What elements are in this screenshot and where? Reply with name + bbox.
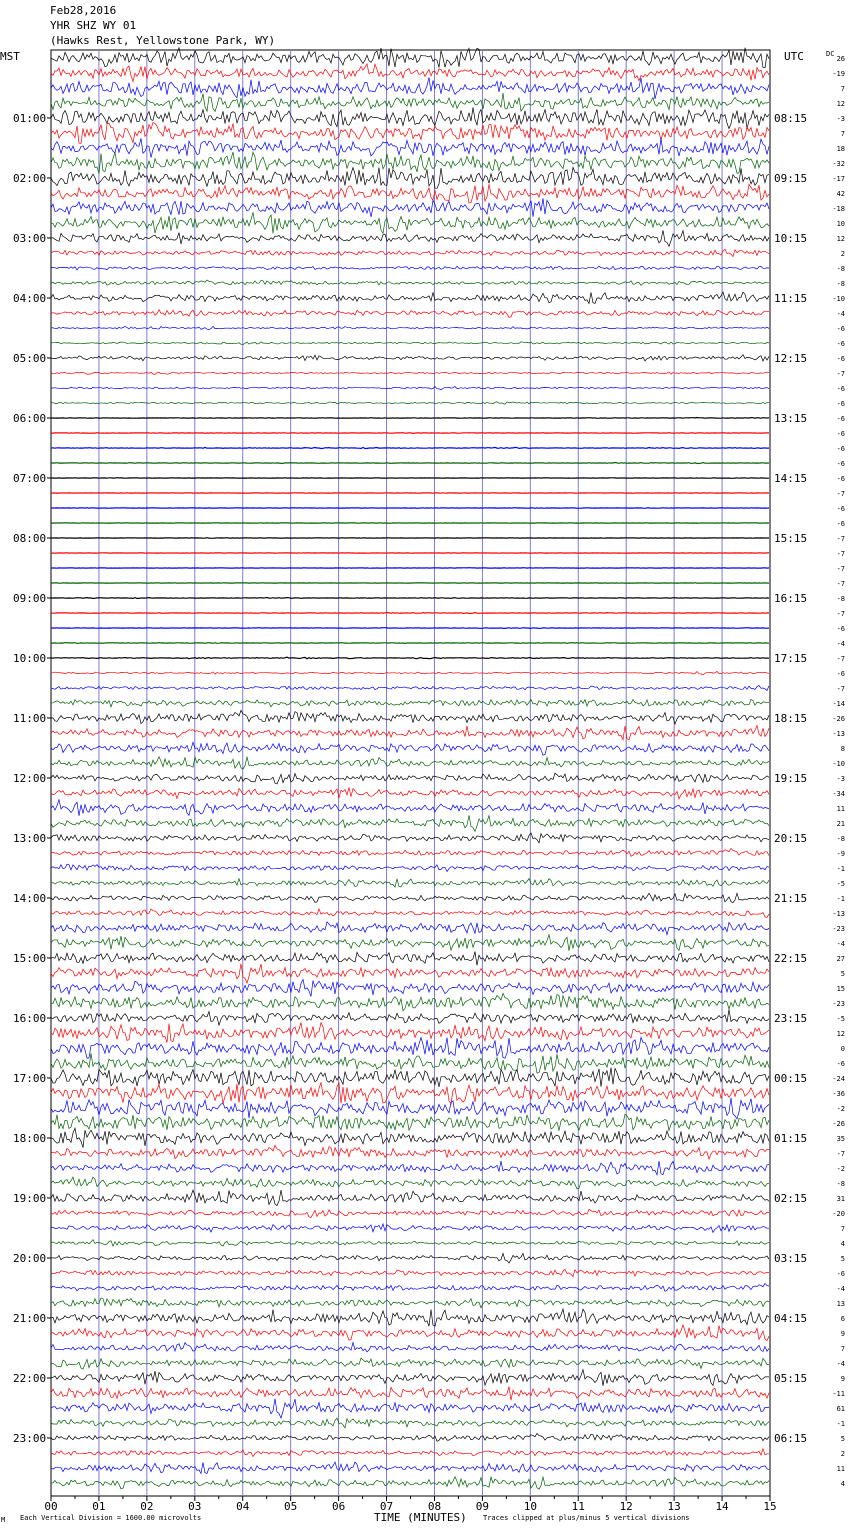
trace-row	[51, 1358, 769, 1369]
trace-row	[51, 643, 769, 644]
dc-offset-value: -4	[836, 640, 845, 648]
dc-offset-value: 26	[836, 55, 845, 63]
trace-row	[51, 402, 769, 404]
mst-hour-label: 18:00	[13, 1132, 47, 1145]
dc-offset-value: -23	[832, 1000, 845, 1008]
mst-hour-label: 10:00	[13, 652, 47, 665]
trace-row	[51, 418, 769, 419]
trace-row	[51, 372, 769, 375]
trace-row	[51, 1253, 769, 1263]
dc-offset-value: -4	[836, 310, 845, 318]
utc-hour-label: 14:15	[774, 472, 808, 485]
trace-row	[51, 212, 769, 233]
dc-offset-value: -13	[832, 910, 845, 918]
mst-hour-label: 13:00	[13, 832, 47, 845]
trace-row	[51, 726, 769, 740]
x-tick-label: 02	[140, 1500, 154, 1513]
dc-offset-value: 35	[836, 1135, 845, 1143]
dc-offset-value: -3	[836, 775, 845, 783]
utc-hour-label: 05:15	[774, 1372, 808, 1385]
mst-hour-label: 17:00	[13, 1072, 47, 1085]
dc-offset-value: 12	[836, 100, 845, 108]
dc-offset-value: 7	[840, 85, 845, 93]
trace-row	[51, 710, 769, 724]
trace-row	[51, 1433, 769, 1441]
utc-hour-label: 22:15	[774, 952, 808, 965]
x-tick-label: 03	[188, 1500, 202, 1513]
dc-offset-value: -5	[836, 1015, 845, 1023]
trace-row	[51, 1128, 769, 1147]
dc-offset-value: -6	[836, 415, 845, 423]
trace-row	[51, 1343, 769, 1353]
trace-row	[51, 657, 769, 659]
trace-row	[51, 864, 769, 871]
dc-offset-value: -34	[832, 790, 845, 798]
dc-offset-value: 21	[836, 820, 845, 828]
dc-offset-value: -5	[836, 880, 845, 888]
trace-row	[51, 1010, 769, 1026]
trace-row	[51, 568, 769, 569]
mst-hour-label: 14:00	[13, 892, 47, 905]
trace-row	[51, 935, 769, 951]
dc-offset-value: -7	[836, 370, 845, 378]
dc-offset-value: 11	[836, 1465, 845, 1473]
trace-row	[51, 1418, 769, 1428]
dc-offset-value: -24	[832, 1075, 845, 1083]
trace-row	[51, 538, 769, 539]
trace-row	[51, 326, 769, 329]
trace-row	[51, 152, 769, 174]
mst-hour-label: 09:00	[13, 592, 47, 605]
dc-offset-value: -10	[832, 295, 845, 303]
trace-row	[51, 1082, 769, 1104]
trace-row	[51, 230, 769, 246]
dc-offset-value: -10	[832, 760, 845, 768]
utc-hour-label: 00:15	[774, 1072, 808, 1085]
mst-hour-label: 15:00	[13, 952, 47, 965]
dc-offset-value: 15	[836, 985, 845, 993]
trace-row	[51, 848, 769, 856]
dc-offset-value: 11	[836, 805, 845, 813]
trace-row	[51, 508, 769, 509]
dc-offset-value: -2	[836, 1105, 845, 1113]
dc-offset-value: -36	[832, 1090, 845, 1098]
x-tick-label: 15	[763, 1500, 777, 1513]
trace-row	[51, 355, 769, 361]
mst-hour-label: 06:00	[13, 412, 47, 425]
trace-row	[51, 979, 769, 996]
trace-row	[51, 1177, 769, 1189]
trace-row	[51, 1449, 769, 1457]
trace-row	[51, 1283, 769, 1291]
dc-offset-value: -2	[836, 1165, 845, 1173]
dc-offset-value: -7	[836, 490, 845, 498]
utc-hour-label: 08:15	[774, 112, 808, 125]
trace-row	[51, 952, 769, 966]
utc-hour-label: 10:15	[774, 232, 808, 245]
dc-offset-value: -1	[836, 895, 845, 903]
x-tick-label: 05	[284, 1500, 298, 1513]
dc-offset-value: -26	[832, 715, 845, 723]
scale-note: Each Vertical Division = 1600.00 microvolts	[20, 1514, 202, 1522]
utc-hour-label: 20:15	[774, 832, 808, 845]
station-code: YHR SHZ WY 01	[50, 19, 137, 32]
trace-row	[51, 1053, 769, 1073]
trace-row	[51, 1387, 769, 1401]
dc-offset-value: -6	[836, 670, 845, 678]
footer-mark: M	[1, 1516, 6, 1524]
dc-offset-value: 7	[840, 1345, 845, 1353]
dc-offset-value: 2	[840, 250, 845, 258]
trace-row	[51, 292, 769, 304]
dc-offset-value: -8	[836, 280, 845, 288]
dc-offset-value: -13	[832, 730, 845, 738]
utc-hour-label: 01:15	[774, 1132, 808, 1145]
dc-offset-value: -7	[836, 565, 845, 573]
dc-offset-value: 5	[840, 1255, 845, 1263]
dc-offset-value: -7	[836, 550, 845, 558]
dc-offset-value: -6	[836, 460, 845, 468]
trace-row	[51, 447, 769, 448]
left-timezone-label: MST	[0, 50, 20, 63]
trace-row	[51, 815, 769, 831]
dc-offset-value: -4	[836, 940, 845, 948]
utc-hour-label: 03:15	[774, 1252, 808, 1265]
trace-row	[51, 613, 769, 614]
trace-row	[51, 1098, 769, 1119]
trace-row	[51, 1477, 769, 1489]
utc-hour-label: 23:15	[774, 1012, 808, 1025]
dc-offset-value: 31	[836, 1195, 845, 1203]
trace-row	[51, 478, 769, 479]
dc-offset-value: 12	[836, 235, 845, 243]
trace-row	[51, 1309, 769, 1326]
dc-offset-value: 9	[840, 1330, 845, 1338]
mst-hour-label: 12:00	[13, 772, 47, 785]
trace-row	[51, 387, 769, 390]
mst-hour-label: 01:00	[13, 112, 47, 125]
dc-offset-value: -1	[836, 1420, 845, 1428]
dc-offset-value: -4	[836, 1360, 845, 1368]
dc-offset-value: -17	[832, 175, 845, 183]
trace-row	[51, 1370, 769, 1386]
trace-row	[51, 48, 769, 68]
trace-row	[51, 1145, 769, 1159]
trace-row	[51, 1269, 769, 1276]
x-tick-label: 11	[571, 1500, 585, 1513]
dc-offset-value: 27	[836, 955, 845, 963]
mst-hour-label: 11:00	[13, 712, 47, 725]
trace-row	[51, 788, 769, 799]
dc-offset-value: -23	[832, 925, 845, 933]
trace-row	[51, 909, 769, 918]
dc-offset-value: -8	[836, 595, 845, 603]
utc-hour-label: 04:15	[774, 1312, 808, 1325]
dc-offset-value: -6	[836, 520, 845, 528]
trace-row	[51, 800, 769, 816]
dc-offset-value: -19	[832, 70, 845, 78]
dc-offset-value: -6	[836, 355, 845, 363]
trace-row	[51, 628, 769, 629]
utc-hour-label: 09:15	[774, 172, 808, 185]
dc-offset-value: -8	[836, 835, 845, 843]
dc-offset-value: -9	[836, 850, 845, 858]
mst-hour-label: 23:00	[13, 1432, 47, 1445]
dc-offset-value: -3	[836, 115, 845, 123]
trace-row	[51, 1462, 769, 1474]
trace-row	[51, 1399, 769, 1418]
mst-hour-label: 22:00	[13, 1372, 47, 1385]
dc-offset-value: -6	[836, 430, 845, 438]
clip-note: Traces clipped at plus/minus 5 vertical divisions	[483, 1514, 690, 1522]
trace-row	[51, 1240, 769, 1246]
dc-offset-value: -6	[836, 400, 845, 408]
x-tick-label: 14	[715, 1500, 729, 1513]
trace-row	[51, 1224, 769, 1233]
mst-hour-label: 05:00	[13, 352, 47, 365]
dc-offset-value: -1	[836, 865, 845, 873]
dc-offset-value: 8	[840, 745, 845, 753]
dc-offset-value: -6	[836, 475, 845, 483]
dc-offset-value: -6	[836, 385, 845, 393]
trace-row	[51, 107, 769, 128]
dc-offset-value: -7	[836, 685, 845, 693]
trace-row	[51, 1037, 769, 1058]
trace-row	[51, 773, 769, 784]
utc-hour-label: 06:15	[774, 1432, 808, 1445]
utc-hour-label: 18:15	[774, 712, 808, 725]
trace-row	[51, 879, 769, 888]
trace-row	[51, 1298, 769, 1308]
mst-hour-label: 19:00	[13, 1192, 47, 1205]
trace-row	[51, 1114, 769, 1130]
dc-offset-value: -8	[836, 265, 845, 273]
dc-offset-value: 4	[840, 1240, 845, 1248]
utc-hour-label: 21:15	[774, 892, 808, 905]
dc-offset-value: -14	[832, 700, 845, 708]
mst-hour-label: 03:00	[13, 232, 47, 245]
mst-hour-label: 07:00	[13, 472, 47, 485]
mst-hour-label: 21:00	[13, 1312, 47, 1325]
trace-row	[51, 433, 769, 434]
dc-offset-value: 4	[840, 1480, 845, 1488]
x-tick-label: 08	[427, 1500, 442, 1513]
dc-offset-value: -18	[832, 205, 845, 213]
station-location: (Hawks Rest, Yellowstone Park, WY)	[50, 34, 276, 47]
dc-offset-value: -6	[836, 1270, 845, 1278]
x-tick-label: 10	[523, 1500, 537, 1513]
dc-offset-value: -6	[836, 505, 845, 513]
trace-row	[51, 964, 769, 983]
dc-offset-value: 5	[840, 970, 845, 978]
dc-offset-value: 18	[836, 145, 845, 153]
utc-hour-label: 11:15	[774, 292, 808, 305]
dc-offset-value: 7	[840, 130, 845, 138]
trace-row	[51, 167, 769, 188]
trace-row	[51, 138, 769, 158]
x-tick-label: 13	[667, 1500, 681, 1513]
dc-offset-value: -8	[836, 1180, 845, 1188]
trace-row	[51, 463, 769, 464]
x-tick-label: 01	[92, 1500, 106, 1513]
dc-offset-value: 61	[836, 1405, 845, 1413]
trace-row	[51, 583, 769, 584]
trace-row	[51, 922, 769, 935]
trace-row	[51, 198, 769, 217]
dc-offset-value: -20	[832, 1210, 845, 1218]
chart-date: Feb28,2016	[50, 4, 117, 17]
trace-row	[51, 249, 769, 256]
dc-offset-value: 0	[840, 1045, 845, 1053]
dc-offset-value: 5	[840, 1435, 845, 1443]
utc-hour-label: 02:15	[774, 1192, 808, 1205]
trace-row	[51, 672, 769, 675]
dc-offset-value: -7	[836, 1150, 845, 1158]
utc-hour-label: 17:15	[774, 652, 808, 665]
utc-hour-label: 12:15	[774, 352, 808, 365]
x-tick-label: 06	[331, 1500, 346, 1513]
dc-offset-value: -6	[836, 1060, 845, 1068]
mst-hour-label: 20:00	[13, 1252, 47, 1265]
dc-offset-value: -11	[832, 1390, 845, 1398]
right-timezone-label: UTC	[784, 50, 804, 63]
trace-row	[51, 598, 769, 599]
x-tick-label: 04	[236, 1500, 250, 1513]
dc-offset-value: -26	[832, 1120, 845, 1128]
trace-row	[51, 310, 769, 318]
dc-offset-value: -6	[836, 445, 845, 453]
dc-offset-value: -7	[836, 535, 845, 543]
trace-row	[51, 1161, 769, 1175]
utc-hour-label: 16:15	[774, 592, 808, 605]
mst-hour-label: 04:00	[13, 292, 47, 305]
mst-hour-label: 16:00	[13, 1012, 47, 1025]
dc-label: DC	[826, 50, 835, 58]
trace-row	[51, 184, 769, 203]
trace-row	[51, 993, 769, 1010]
dc-offset-value: 12	[836, 1030, 845, 1038]
x-tick-label: 07	[379, 1500, 394, 1513]
utc-hour-label: 15:15	[774, 532, 808, 545]
dc-offset-value: 2	[840, 1450, 845, 1458]
dc-offset-value: 13	[836, 1300, 845, 1308]
x-axis-title: TIME (MINUTES)	[374, 1511, 467, 1524]
dc-offset-value: 7	[840, 1225, 845, 1233]
dc-offset-value: 10	[836, 220, 845, 228]
trace-row	[51, 1023, 769, 1043]
x-tick-label: 00	[44, 1500, 58, 1513]
trace-row	[51, 742, 769, 755]
plot-frame	[51, 50, 770, 1496]
trace-row	[51, 1068, 769, 1087]
dc-offset-value: -6	[836, 325, 845, 333]
mst-hour-label: 02:00	[13, 172, 47, 185]
dc-offset-value: -7	[836, 580, 845, 588]
x-tick-label: 09	[475, 1500, 490, 1513]
trace-row	[51, 1325, 769, 1341]
dc-offset-value: -32	[832, 160, 845, 168]
dc-offset-value: -7	[836, 655, 845, 663]
trace-row	[51, 493, 769, 494]
utc-hour-label: 19:15	[774, 772, 808, 785]
dc-offset-value: -7	[836, 610, 845, 618]
utc-hour-label: 13:15	[774, 412, 808, 425]
trace-row	[51, 833, 769, 843]
trace-row	[51, 93, 769, 112]
trace-row	[51, 342, 769, 345]
trace-row	[51, 1209, 769, 1217]
dc-offset-value: -6	[836, 625, 845, 633]
dc-offset-value: -6	[836, 340, 845, 348]
trace-row	[51, 77, 769, 99]
dc-offset-value: 42	[836, 190, 845, 198]
trace-row	[51, 64, 769, 82]
trace-row	[51, 699, 769, 707]
trace-row	[51, 686, 769, 691]
dc-offset-value: 6	[840, 1315, 845, 1323]
trace-row	[51, 1190, 769, 1206]
trace-row	[51, 266, 769, 270]
trace-row	[51, 893, 769, 902]
dc-offset-value: 9	[840, 1375, 845, 1383]
x-tick-label: 12	[619, 1500, 633, 1513]
dc-offset-value: -4	[836, 1285, 845, 1293]
trace-row	[51, 280, 769, 285]
trace-row	[51, 757, 769, 769]
mst-hour-label: 08:00	[13, 532, 47, 545]
